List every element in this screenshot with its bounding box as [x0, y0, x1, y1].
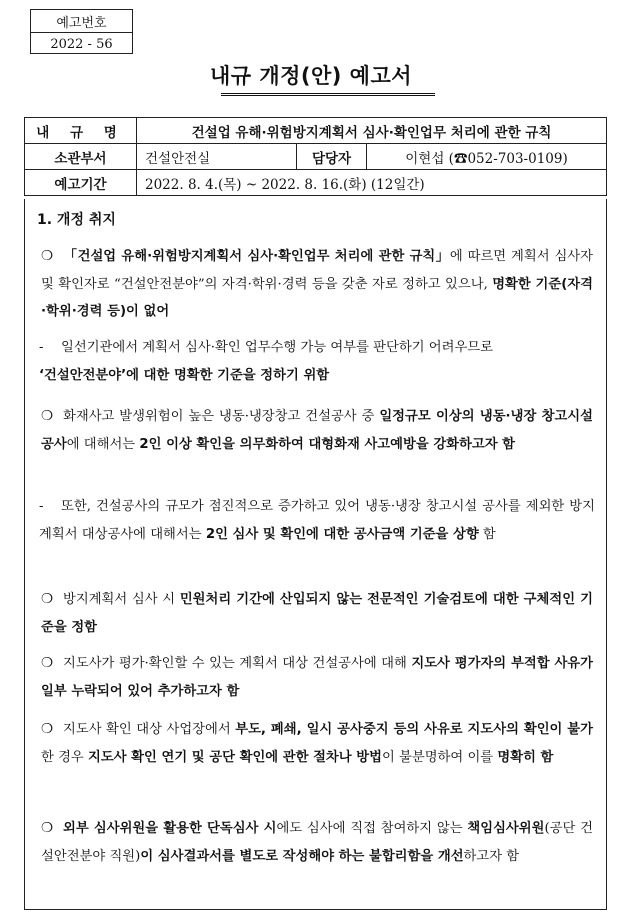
text-bold: 「건설업 유해·위험방지계획서 심사·확인업무 처리에 관한 규칙」 [63, 249, 450, 264]
text: 방지계획서 심사 시 [63, 592, 180, 607]
text-bold: 부도, 폐쇄, 일시 공사중지 등의 사유로 지도사의 확인이 불가 [235, 722, 593, 737]
content-box [24, 199, 607, 910]
text: 에 대해서는 [66, 436, 140, 452]
text: 또한, 건설공사의 규모가 점진적으로 증가하고 있어 냉동·냉장 창고시설 공사를 제외한 방지계획서 대상공사에 대해서는 [39, 499, 595, 542]
period-label: 예고기간 [25, 170, 137, 196]
text: 에 따르면 계획서 심사자 및 확인자로 “건설안전분야”의 자격·학위·경력 등을 갖춘 자로 정하고 있으나, [41, 249, 593, 292]
text-bold: 명확히 함 [497, 749, 554, 765]
text: 하고자 함 [463, 848, 520, 864]
dash-paragraph-1 [39, 334, 595, 389]
text: 화재사고 발생위험이 높은 냉동·냉장창고 건설공사 중 [63, 409, 380, 424]
info-row-name [25, 118, 607, 144]
dash-paragraph-2 [39, 493, 595, 548]
text: (공단 건설안전분야 직원) [41, 821, 593, 864]
bullet-paragraph-1 [41, 243, 593, 326]
text: 지도사가 평가·확인할 수 있는 계획서 대상 건설공사에 대해 [63, 656, 412, 671]
bullet-icon: ❍ [41, 409, 53, 424]
text-bold: 지도사 확인 연기 및 공단 확인에 관한 절차나 방법 [88, 749, 382, 765]
info-table [24, 117, 607, 196]
text: 에도 심사에 직접 참여하지 않는 [276, 821, 468, 836]
period-value: 2022. 8. 4.(목) ~ 2022. 8. 16.(화) (12일간) [137, 170, 607, 196]
text: 이 불분명하여 이를 [381, 749, 498, 765]
bullet-paragraph-5 [41, 716, 593, 771]
bullet-icon: ❍ [41, 722, 53, 737]
text-bold: 일정규모 이상의 냉동·냉장 창고시설 공사 [41, 409, 593, 452]
bullet-paragraph-2 [41, 403, 593, 458]
text-bold: ‘건설안전분야’에 대한 명확한 기준을 정하기 위함 [39, 367, 330, 383]
bullet-icon: ❍ [41, 592, 53, 607]
text: 한 경우 [41, 749, 88, 765]
text-bold: 민원처리 기간에 산입되지 않는 전문적인 기술검토에 대한 구체적인 기준을 정함 [41, 592, 593, 635]
dept-value: 건설안전실 [137, 144, 297, 170]
info-row-dept [25, 144, 607, 170]
text: 함 [478, 526, 496, 542]
notice-number-value: 2022 - 56 [31, 32, 132, 55]
manager-value: 이현섭 (☎052-703-0109) [367, 144, 607, 170]
rule-name-value: 건설업 유해·위험방지계획서 심사·확인업무 처리에 관한 규칙 [137, 118, 607, 144]
text-bold: 명확한 기준(자격·학위·경력 등)이 없어 [41, 276, 593, 319]
notice-number-label: 예고번호 [56, 15, 107, 31]
bullet-icon: ❍ [41, 656, 53, 671]
bullet-icon: ❍ [41, 249, 53, 264]
bullet-paragraph-6 [41, 815, 593, 870]
dept-label: 소관부서 [25, 144, 137, 170]
text-bold: 2인 이상 확인을 의무화하여 대형화재 사고예방을 강화하고자 함 [139, 436, 516, 452]
section-title: 1. 개정 취지 [37, 212, 116, 228]
text: 일선기관에서 계획서 심사·확인 업무수행 가능 여부를 판단하기 어려우므로 [61, 340, 494, 355]
dash-icon: - [39, 340, 44, 355]
bullet-icon: ❍ [41, 821, 53, 836]
dash-icon: - [39, 499, 44, 514]
page-title: 내규 개정(안) 예고서 [209, 64, 413, 88]
rule-name-label: 내 규 명 [25, 118, 137, 144]
text-bold: 지도사 평가자의 부적합 사유가 일부 누락되어 있어 추가하고자 함 [41, 656, 593, 699]
bullet-paragraph-3 [41, 586, 593, 641]
text: 지도사 확인 대상 사업장에서 [63, 722, 236, 737]
manager-label: 담당자 [297, 144, 367, 170]
text-bold: 이 심사결과서를 별도로 작성해야 하는 불합리함을 개선 [140, 848, 464, 864]
info-row-period [25, 170, 607, 196]
text-bold: 2인 심사 및 확인에 대한 공사금액 기준을 상향 [205, 526, 479, 542]
text-bold: 외부 심사위원을 활용한 단독심사 시 [63, 821, 277, 836]
bullet-paragraph-4 [41, 650, 593, 705]
text-bold: 책임심사위원 [467, 821, 545, 836]
notice-number-box [30, 9, 133, 54]
title-underline [221, 93, 435, 96]
